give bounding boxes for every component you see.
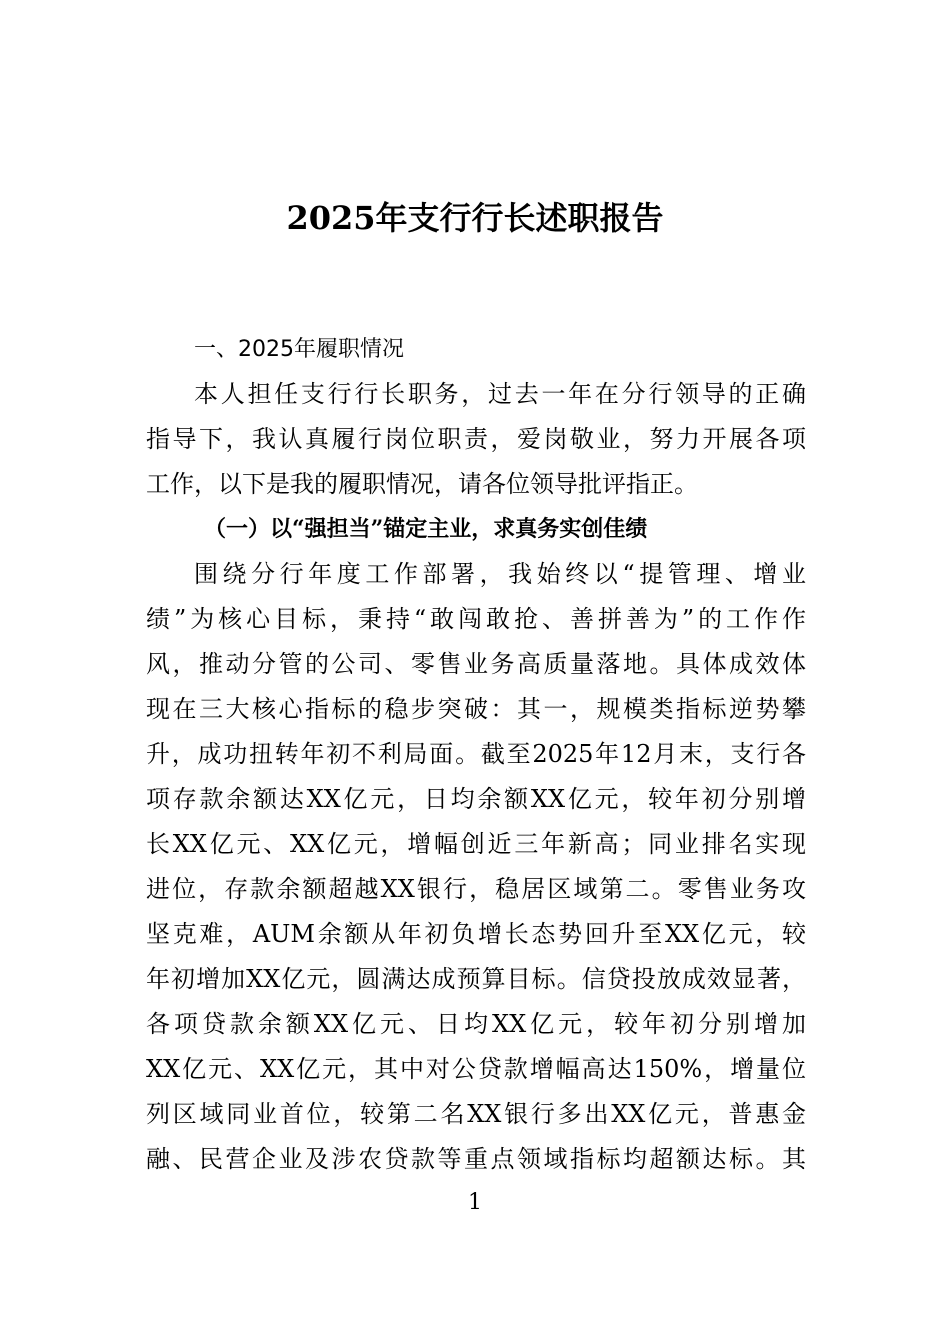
paragraph-line: 项存款余额达XX亿元，日均余额XX亿元，较年初分别增: [146, 785, 806, 813]
paragraph-line: 列区域同业首位，较第二名XX银行多出XX亿元，普惠金: [146, 1100, 806, 1128]
paragraph-line: 工作，以下是我的履职情况，请各位领导批评指正。: [146, 470, 698, 498]
paragraph-line: 现在三大核心指标的稳步突破：其一，规模类指标逆势攀: [146, 695, 806, 723]
paragraph-line: 本人担任支行行长职务，过去一年在分行领导的正确: [194, 380, 806, 408]
paragraph-line: 各项贷款余额XX亿元、日均XX亿元，较年初分别增加: [146, 1010, 806, 1038]
paragraph-line: 升，成功扭转年初不利局面。截至2025年12月末，支行各: [146, 740, 806, 768]
paragraph-line: 进位，存款余额超越XX银行，稳居区域第二。零售业务攻: [146, 875, 806, 903]
paragraph-line: XX亿元、XX亿元，其中对公贷款增幅高达150%，增量位: [146, 1055, 806, 1083]
page-number: 1: [468, 1190, 482, 1215]
document-title: 2025年支行行长述职报告: [286, 199, 664, 237]
paragraph-line: 长XX亿元、XX亿元，增幅创近三年新高；同业排名实现: [146, 830, 806, 858]
paragraph-line: 年初增加XX亿元，圆满达成预算目标。信贷投放成效显著，: [146, 965, 806, 993]
paragraph-line: 围绕分行年度工作部署，我始终以“提管理、增业: [194, 560, 806, 588]
paragraph-line: 坚克难，AUM余额从年初负增长态势回升至XX亿元，较: [146, 920, 806, 948]
section-heading: 一、2025年履职情况: [194, 337, 404, 362]
document-body: [146, 327, 806, 1182]
paragraph-line: 指导下，我认真履行岗位职责，爱岗敬业，努力开展各项: [146, 425, 806, 453]
paragraph-line: 风，推动分管的公司、零售业务高质量落地。具体成效体: [146, 650, 806, 678]
paragraph-line: 融、民营企业及涉农贷款等重点领域指标均超额达标。其: [146, 1145, 806, 1173]
paragraph-line: 绩”为核心目标，秉持“敢闯敢抢、善拼善为”的工作作: [146, 605, 806, 633]
subsection-heading: （一）以“强担当”锚定主业，求真务实创佳绩: [204, 516, 648, 542]
